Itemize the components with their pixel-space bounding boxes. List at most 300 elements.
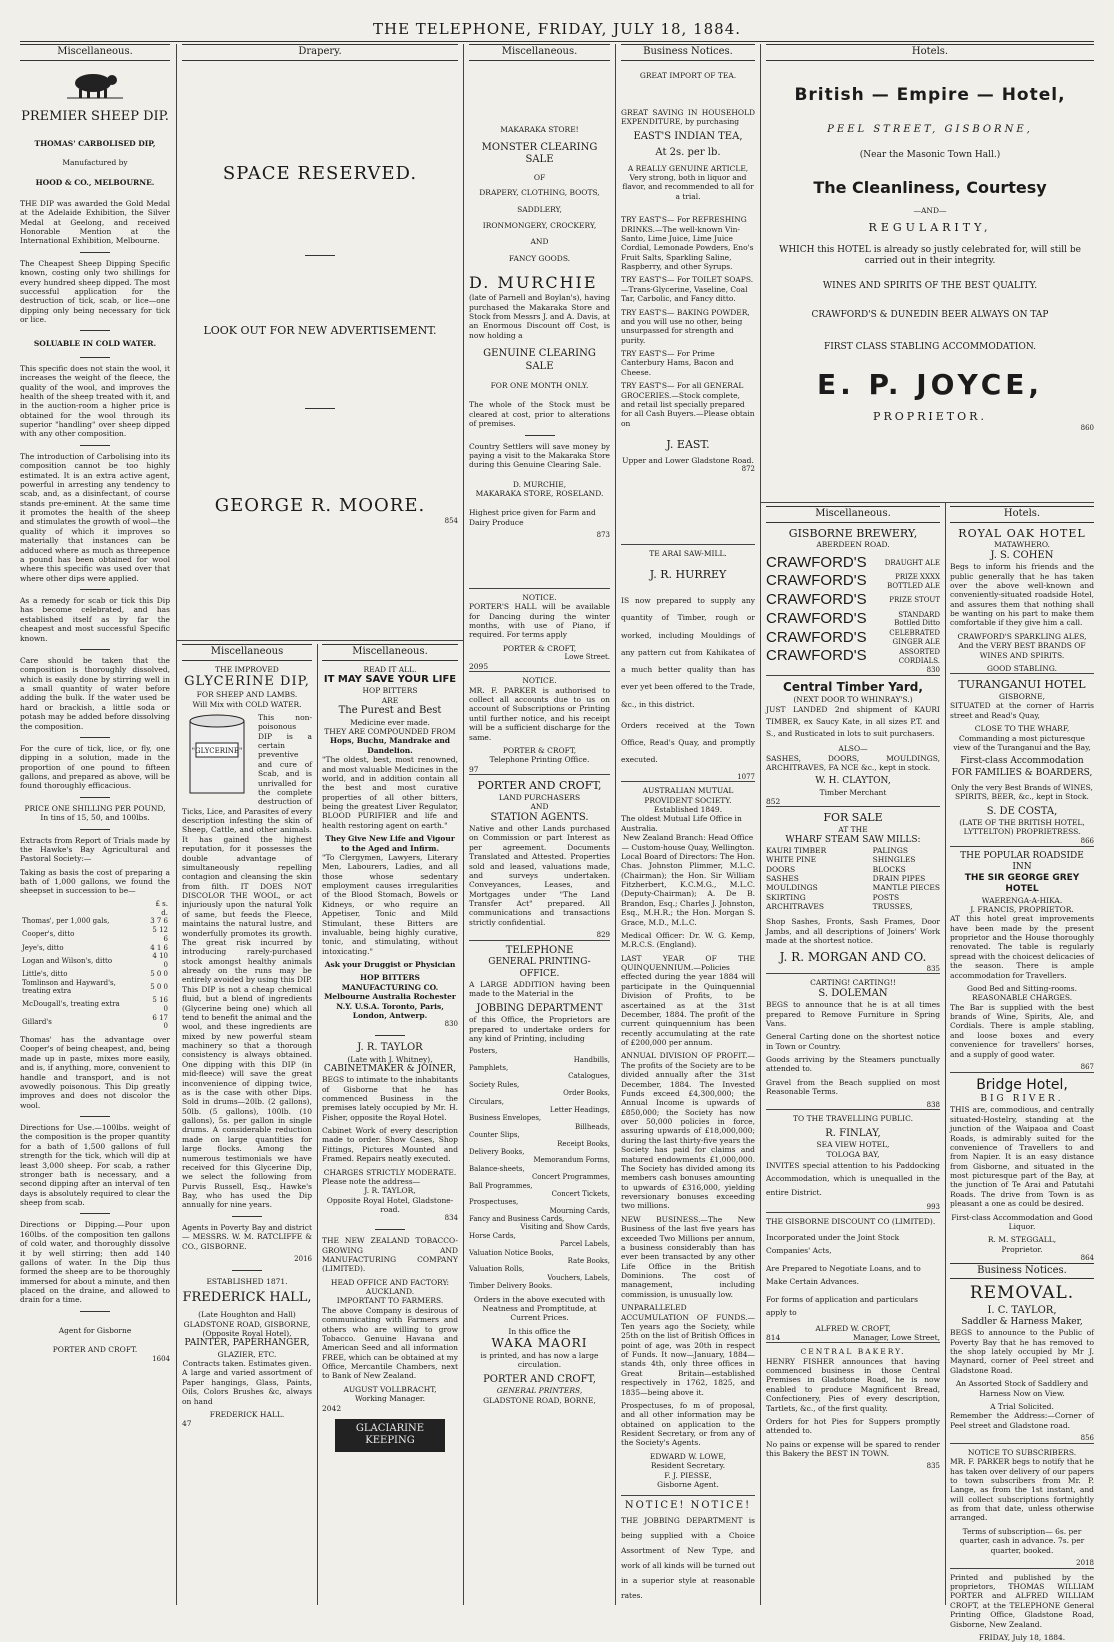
table-row <box>20 926 170 944</box>
ad-text: ESTABLISHED 1871. <box>206 1276 288 1286</box>
ad-text: The oldest Mutual Life Office in Australia. <box>621 814 742 833</box>
ad-text: HEAD OFFICE AND FACTORY: AUCKLAND. <box>330 1277 450 1296</box>
ad-paragraph: THIS are, commodious, and centrally situated-Hostelry, standing at the junction of the Waipaoa and Coast Roads, is admirably suited for the convenience of Travellers to and from Napier. It is an easy distance from Gisborne, and situated in the most picturesque part of the Bay, at the junction of Te Arai and Patutahi Roads. The drive from Town is as pleasant a one as could be desired. <box>950 1105 1094 1209</box>
stock-item: BLOCKS <box>872 864 906 874</box>
ad-title: TELEPHONE <box>469 940 610 958</box>
divider <box>525 435 555 436</box>
ad-text: J. R. TAYLOR, <box>364 1186 416 1196</box>
ad-text: Proprietor. <box>1001 1244 1043 1254</box>
ad-paragraph: AT this hotel great improvements have been made by the present proprietor and the House thoroughly renovated. The table is regularly spread with the choicest delicacies of the season. There is ample accommodation for Travellers. <box>950 914 1094 980</box>
ad-text: The Purest and Best <box>338 705 442 717</box>
ad-text: PEEL STREET, GISBORNE, <box>827 123 1033 135</box>
ad-text: IMPORTANT TO FARMERS. <box>336 1296 444 1306</box>
ad-text: (Late with J. Whitney), <box>347 1054 433 1064</box>
list-item: Handbills, <box>573 1055 610 1064</box>
ad-text: PORTER & CROFT, <box>502 745 577 755</box>
ad-number: 97 <box>469 764 479 774</box>
stock-item: DRAIN PIPES <box>872 873 926 883</box>
column-2-drapery <box>182 44 458 639</box>
ad-paragraph: Country Settlers will save money by paying a visit to the Makaraka Store during this Genuine Clearing Sale. <box>469 441 610 470</box>
ad-paragraph: THE JOBBING DEPARTMENT is being supplied with a Choice Assortment of New Type, and work of all kinds will be turned out in a superior style at reasonable rates. <box>621 1515 755 1600</box>
ad-title: S. DOLEMAN <box>818 987 888 999</box>
ad-number: 1604 <box>152 1354 170 1363</box>
ad-title: EAST'S INDIAN TEA, <box>633 130 743 142</box>
divider <box>305 408 335 409</box>
table-header: £ s. d. <box>155 899 168 917</box>
brand-name: CRAWFORD'S <box>766 609 867 627</box>
ad-paragraph: TRY EAST'S— BAKING POWDER, and you will use no other, being unsurpassed for strength and purity. <box>621 307 750 345</box>
ad-paragraph: MR. F. PARKER is authorised to collect all accounts due to us on account of Subscriptions or Printing until further notice, and his receipt will be a sufficient discharge for the same. <box>469 685 610 742</box>
ad-paragraph: BEGS to intimate to the inhabitants of Gisborne that he has commenced Business in the premises lately occupied by Mr. H. Fisher, opposite the Royal Hotel. <box>322 1075 458 1122</box>
ad-paragraph: Native and other Lands purchased on Commission or part Interest as per agreement. Documents Translated and Attested. Properties sold and leased, valuations made, and surveys undertaken. Conveyances, Leases, and Mortgages under "The Land Transfer Act" prepared. All communications and transactions strictly confidential. <box>469 824 610 927</box>
ad-text: A REALLY GENUINE ARTICLE, <box>627 163 749 173</box>
ad-text: (Opposite Royal Hotel), <box>202 1329 292 1338</box>
ad-text: CHARGES STRICTLY MODERATE. <box>323 1167 457 1177</box>
ad-title: MONSTER CLEARING SALE <box>481 141 598 166</box>
stock-item: ARCHITRAVES <box>766 902 825 911</box>
brand-name: CRAWFORD'S <box>766 628 867 646</box>
ad-text: REGULARITY, <box>868 220 992 234</box>
list-item: Mourning Cards, <box>549 1206 610 1215</box>
agent-line: Agent for Gisborne <box>58 1325 132 1335</box>
ad-number: 1077 <box>737 772 755 781</box>
stock-item: SASHES <box>766 873 799 883</box>
ad-text: THEY ARE COMPOUNDED FROM <box>324 727 456 736</box>
ad-text: LAND PURCHASERS <box>498 792 581 802</box>
ad-text: HOP BITTERS <box>362 686 418 696</box>
ad-title: NOTICE TO SUBSCRIBERS. <box>950 1443 1094 1457</box>
product-name: PRIZE STOUT <box>889 596 940 605</box>
wharf-stock-list <box>766 846 940 912</box>
table-cell: McDougall's, treating extra <box>22 1000 120 1009</box>
table-row <box>20 944 170 953</box>
ad-paragraph: LAST YEAR OF THE QUINQUENNIUM.—Policies effected during the year 1884 will participate in the Quinquennial Division of Profits, to be ascertained as at the 31st December, 1884. The profit of the current quinquennium has been recently accumulating at the rate of £200,000 per annum. <box>621 953 755 1047</box>
ad-text: ALFRED W. CROFT, <box>815 1323 891 1333</box>
column-rule <box>176 44 177 1605</box>
stock-item: SHINGLES <box>872 855 916 865</box>
section-head: Miscellaneous. <box>322 644 458 661</box>
ad-subhead: SOLUABLE IN COLD WATER. <box>33 339 157 349</box>
ad-paragraph: SASHES, DOORS, MOULDINGS, ARCHITRAVES, FA NCE &c., kept in stock. <box>766 753 940 772</box>
ad-paragraph: JUST LANDED 2nd shipment of KAURI TIMBER, ex Saucy Kate, in all sizes P.T. and S., and Rusticated in lots to suit purchasers. <box>766 705 940 739</box>
ad-text: ALSO— <box>838 744 868 754</box>
ad-number: 2018 <box>1076 1558 1094 1567</box>
stock-item: POSTS <box>872 892 900 902</box>
list-item: Counter Slips, <box>469 1131 520 1140</box>
section-head: Business Notices. <box>621 44 755 61</box>
ad-title: PORTER AND CROFT, <box>483 1373 596 1385</box>
stock-item: PALINGS <box>872 845 909 855</box>
ad-paragraph: As a remedy for scab or tick this Dip has become celebrated, and has established itself as by far the cheapest and most successful Specific known. <box>20 596 170 643</box>
section-rule <box>176 640 463 641</box>
ad-text: READ IT ALL. <box>363 664 417 674</box>
ad-paragraph: ANNUAL DIVISION OF PROFIT.—The profits of the Society are to be divided annually after the 31st December, 1884. The Invested Funds exceed £4,300,000; the Annual Income is upwards of £850,000; the Society has now over 50,000 policies in force, assuring upwards of £18,000,000; during the last thirty-five years the Society has paid for claims and matured endowments £1,000,000. The Society has divided among its members cash bonuses amounting to upwards of £316,000, yielding reversionary bonuses exceeding two millions. <box>621 1051 755 1211</box>
ad-paragraph: For the cure of tick, lice, or fly, one dipping in a solution, made in the proportion of one pound to fifteen gallons, and prepared as above, will be found thoroughly efficacious. <box>20 743 170 791</box>
ad-paragraph: First-class Accommodation and Good Liquor. <box>951 1212 1093 1231</box>
stock-item: MOULDINGS <box>766 883 818 893</box>
column-2a <box>182 644 312 1604</box>
column-rule <box>463 44 464 1605</box>
ad-paragraph: Shop Sashes, Fronts, Sash Frames, Door Jambs, and all descriptions of Joiners' Work made at the shortest notice. <box>766 917 940 946</box>
ad-title: IT MAY SAVE YOUR LIFE <box>323 673 457 685</box>
ad-paragraph: Incorporated under the Joint Stock Companies' Acts, <box>766 1232 900 1255</box>
hotel-name: Bridge Hotel, <box>950 1072 1094 1095</box>
ad-text: HOOD & CO., MELBOURNE. <box>35 177 155 187</box>
stock-list-right <box>873 846 940 912</box>
list-item: Balance-sheets, <box>469 1164 525 1173</box>
section-rule <box>760 502 1094 503</box>
hotel-name: TURANGANUI HOTEL <box>950 673 1094 692</box>
ad-number: 993 <box>926 1203 940 1212</box>
divider <box>80 252 110 253</box>
ad-title: GLYCERINE DIP, <box>184 673 310 689</box>
list-item: Business Envelopes, <box>469 1114 542 1123</box>
column-rule <box>945 503 946 1605</box>
ad-paragraph: Goods arriving by the Steamers punctually attended to. <box>766 1055 940 1074</box>
ad-number: 814 <box>766 1332 781 1342</box>
divider <box>80 330 110 331</box>
ad-title: D. MURCHIE <box>469 273 598 293</box>
ad-paragraph: The above Company is desirous of communicating with Farmers and others who are willing to grow Tobacco. Genuine Havana and American Seed and all information FREE, which can be obtained at my Office, Mercantile Chambers, next to Bank of New Zealand. <box>322 1305 459 1381</box>
ad-text: BIG RIVER. <box>980 1094 1064 1105</box>
ad-paragraph: BEGS to announce to the Public of Poverty Bay that he has removed to the shop lately occupied by Mr J. Maynard, corner of Peel street and Gladstone Road. <box>950 1328 1094 1375</box>
ad-number: 852 <box>766 797 781 806</box>
ad-number: 830 <box>926 666 940 675</box>
ad-text: AND <box>530 237 549 247</box>
ad-paragraph: Orders in the above executed with Neatness and Promptitude, at Current Prices. <box>473 1294 606 1323</box>
ad-text: FREDERICK HALL. <box>209 1409 285 1419</box>
stock-list-left <box>766 846 826 912</box>
ad-paragraph: The introduction of Carbolising into its composition cannot be too highly estimated. It is an extra active agent, powerful in arresting any tendency to scab, and, as a disinfectant, of course stands pre-eminent. At the same time it promotes the health of the sheep and stimulates the growth of wool—the quality of which it improves so materially that instances can be adduced where as much as threepence a pound has been obtained for wool where this specific was used over that where other dips were applied. <box>20 451 170 583</box>
column-rule <box>615 44 616 1605</box>
ad-text: Contracts taken. Estimates given. <box>182 1359 312 1368</box>
divider <box>80 357 110 358</box>
ad-paragraph: Agents in Poverty Bay and district— MESSRS. W. M. RATCLIFFE & CO., GISBORNE. <box>182 1222 312 1251</box>
ad-title: The Cleanliness, Courtesy <box>813 177 1047 197</box>
ad-text: First-class Accommodation FOR FAMILIES & BOARDERS, <box>951 756 1093 778</box>
ad-paragraph: The Cheapest Sheep Dipping Specific known, costing only two shillings for every hundred sheep dipped. The most successful application for the destruction of tick, scab, or lice—one dipping only being necessary for tick or lice. <box>20 258 170 324</box>
imprint-date: FRIDAY, July 18, 1884. <box>978 1632 1066 1642</box>
ad-text: is printed, and has now a large circulation. <box>480 1351 599 1370</box>
list-item: Circulars, <box>469 1097 504 1106</box>
ad-text: GENERAL PRINTING-OFFICE. <box>488 957 591 979</box>
ad-title: PORTER AND CROFT, <box>469 774 610 793</box>
column-3 <box>469 44 610 1604</box>
ad-text: FIRST CLASS STABLING ACCOMMODATION. <box>823 341 1037 352</box>
ad-paragraph: Medical Officer: Dr. W. G. Kemp, M.R.C.S. (England). <box>621 930 755 950</box>
ad-text: Working Manager. <box>354 1394 426 1404</box>
table-row <box>20 1014 170 1032</box>
ad-text: Timber Merchant <box>819 787 887 797</box>
stock-item: MANTLE PIECES <box>872 883 940 893</box>
ad-paragraph: The whole of the Stock must be cleared at cost, prior to alterations of premises. <box>469 400 610 429</box>
ad-paragraph: Extracts from Report of Trials made by the Hawke's Bay Agricultural and Pastoral Society:— <box>20 835 170 864</box>
ad-title: J. S. COHEN <box>990 549 1054 561</box>
notice-head: NOTICE! NOTICE! <box>621 1495 755 1513</box>
ad-paragraph: of this Office, the Proprietors are prepared to undertake orders for any kind of Printing, including <box>469 1015 610 1043</box>
ad-title: S. DE COSTA, <box>986 805 1058 817</box>
ad-text: GLADSTONE ROAD, BORNE, <box>483 1395 596 1405</box>
stock-item: TRUSSES, <box>872 902 913 911</box>
product-name: PRIZE XXXX BOTTLED ALE <box>887 573 940 590</box>
table-cell: Little's, ditto <box>22 969 68 978</box>
notice-head: NOTICE. <box>469 671 610 685</box>
ad-text: STATION AGENTS. <box>490 811 589 823</box>
divider <box>375 1035 405 1036</box>
ad-title: JOBBING DEPARTMENT <box>476 1002 603 1014</box>
ad-text: GREAT IMPORT OF TEA. <box>639 70 737 80</box>
ad-text: GENERAL PRINTERS, <box>496 1386 583 1396</box>
divider <box>80 1311 110 1312</box>
ad-number: 838 <box>926 1100 940 1109</box>
ad-paragraph: A large and varied assortment of Paper hangings, Glass, Paints, Oils, Colors Brushes &c, always on hand <box>182 1368 312 1406</box>
list-item: Visiting and Show Cards, <box>520 1223 610 1232</box>
ad-paragraph: This specific does not stain the wool, it increases the weight of the fleece, the quality of the wool, and improves the health of the sheep treated with it, and in the auction-room a higher price is obtained for the wool through its superior "handling" over sheep dipped with any other composition. <box>20 363 170 439</box>
ad-number: 2095 <box>469 661 489 671</box>
ad-title: AUSTRALIAN MUTUAL PROVIDENT SOCIETY. <box>621 781 755 805</box>
ad-text: Hops, Buchu, Mandrake and Dandelion. <box>329 736 451 755</box>
ad-paragraph: WHICH this HOTEL is already so justly celebrated for, will still be carried out in their integrity. <box>779 244 1081 266</box>
stock-item: WHITE PINE <box>766 855 817 865</box>
divider <box>80 445 110 446</box>
table-cell: 5 0 0 <box>150 982 168 991</box>
ad-paragraph: Very strong, both in liquor and flavor, and recommended to all for a trial. <box>622 173 754 201</box>
divider <box>80 829 110 830</box>
list-item: Vouchers, Labels, <box>547 1273 610 1282</box>
ad-text: Manufactured by <box>62 158 128 168</box>
divider <box>80 589 110 590</box>
product-name: ASSORTED CORDIALS. <box>898 648 940 665</box>
table-cell: Tomlinson and Hayward's, treating extra <box>22 978 116 996</box>
ad-paragraph: Care should be taken that the composition is thoroughly dissolved, which is easily done by stirring well in a small quantity of water before adding the bulk. If the water used be hard or brackish, a little soda or potash may be added before dissolving the composition. <box>20 655 170 731</box>
ad-text: They Give New Life and Vigour to the Aged and Infirm. <box>325 834 455 853</box>
table-cell: Jeye's, ditto <box>22 943 64 952</box>
ad-text: ARE <box>381 695 399 705</box>
ad-text: PORTER & CROFT, <box>502 643 577 653</box>
dip-tin-icon <box>182 713 252 798</box>
table-cell: 5 16 0 <box>152 996 168 1013</box>
table-cell: 4 10 0 <box>152 952 168 969</box>
ad-paragraph: Begs to inform his friends and the public generally that he has taken over the above well-known and conveniently-situated roadside Hotel, and assures them that nothing shall be wanting on his part to make them comfortable if they give him a call. <box>950 562 1094 628</box>
ad-paragraph: PORTER'S HALL will be available for Dancing during the winter months, with use of Piano, if required. For terms apply <box>469 602 610 640</box>
column-4 <box>621 44 755 1604</box>
ad-text: Saddler & Harness Maker, <box>961 1317 1083 1327</box>
ad-paragraph: INVITES special attention to his Paddocking Accommodation, which is unequalled in the entire District. <box>766 1160 940 1197</box>
column-2b <box>322 644 458 1604</box>
ad-number: 830 <box>444 1020 458 1029</box>
ad-text: J. FRANCIS, PROPRIETOR. <box>970 904 1074 914</box>
ad-paragraph: Highest price given for Farm and Dairy Produce <box>469 508 596 527</box>
ad-text: FOR ONE MONTH ONLY. <box>490 381 589 390</box>
ad-text: Established 1849. <box>653 805 723 814</box>
printing-list <box>469 1047 610 1290</box>
ad-title: J. R. TAYLOR <box>357 1042 423 1053</box>
list-item: Valuation Notice Books, <box>469 1248 554 1257</box>
ad-text: (LATE OF THE BRITISH HOTEL, LYTTELTON) PROPRIETRESS. <box>959 818 1085 837</box>
table-cell: Logan and Wilson's, ditto <box>22 956 113 965</box>
list-item: Society Rules, <box>469 1080 520 1089</box>
divider <box>305 255 335 256</box>
ad-text: Lowe Street. <box>564 653 610 662</box>
ad-title: R. FINLAY, <box>825 1127 881 1139</box>
ad-text: AND <box>530 802 549 812</box>
price-line: PRICE ONE SHILLING PER POUND, <box>24 803 166 813</box>
ad-text: CRAWFORD'S & DUNEDIN BEER ALWAYS ON TAP <box>811 310 1049 321</box>
ad-text: In this office the <box>508 1326 571 1336</box>
ad-paragraph: SITUATED at the corner of Harris street and Read's Quay, <box>950 701 1094 720</box>
ad-title: REMOVAL. <box>969 1283 1075 1304</box>
ad-number: 864 <box>1080 1254 1094 1262</box>
ad-paragraph: TRY EAST'S— For TOILET SOAPS.—Trans-Glycerine, Vaseline, Coal Tar, Carbolic, and Fancy ditto. <box>621 275 754 304</box>
ad-paragraph: Prospectuses, fo m of proposal, and all other information may be obtained on application to the Resident Secretary, or from any of the Society's Agents. <box>621 1400 755 1448</box>
ad-text: THE POPULAR ROADSIDE INN <box>950 846 1094 874</box>
ad-text: Good Bed and Sitting-rooms. <box>967 983 1077 993</box>
ad-text: R. M. STEGGALL, <box>987 1235 1057 1245</box>
divider <box>232 1270 262 1271</box>
ad-text: GOOD STABLING. <box>987 663 1057 673</box>
ad-paragraph: "To Clergymen, Lawyers, Literary Men, Labourers, Ladies, and all those whose sedentary employment causes irregularities of the Blood Stomach, Bowels or Kidneys, or who require an Appetiser, Tonic and Mild Stimulant, these Bitters are invaluable, being highly curative, tonic, and stimulating, without intoxicating." <box>322 852 458 956</box>
ad-text: D. MURCHIE, <box>512 479 567 489</box>
space-reserved: SPACE RESERVED. <box>222 162 418 184</box>
column-5-hotels <box>766 44 1094 499</box>
brand-name: CRAWFORD'S <box>766 553 867 571</box>
ad-text: Please note the address— <box>322 1176 421 1186</box>
imprint: Printed and published by the proprietors, THOMAS WILLIAM PORTER and ALFRED WILLIAM CROFT, at the TELEPHONE General Printing Office, Gladstone Road, Gisborne, New Zealand. <box>950 1568 1094 1629</box>
masthead: THE TELEPHONE, FRIDAY, JULY 18, 1884. <box>20 20 1094 42</box>
brewery-list <box>766 554 940 667</box>
list-item: Concert Tickets, <box>551 1189 610 1198</box>
ad-paragraph: UNPARALLELED ACCUMULATION OF FUNDS.—Ten years ago the Society, while 25th on the list of British Offices in point of age, was 20th in respect of Funds. It now—January, 1884—stands 4th, only three offices in Great Britain—established respectively in 1762, 1825, and 1835—being above it. <box>621 1303 755 1397</box>
ad-text: CLOSE TO THE WHARF, <box>974 724 1070 734</box>
brewery-row <box>766 591 940 610</box>
ad-text: MAKARAKA STORE, ROSELAND. <box>475 489 604 498</box>
ad-text: (Late Houghton and Hall) <box>198 1310 296 1320</box>
list-item: Delivery Books, <box>469 1147 525 1156</box>
table-cell: Gillard's <box>22 1017 52 1026</box>
ad-paragraph: A LARGE ADDITION having been made to the Material in the <box>469 979 610 999</box>
ad-paragraph: Taking as basis the cost of preparing a bath of 1,000 gallons, we found the sheepset in succession to be— <box>20 867 170 896</box>
ad-paragraph: This non-poisonous DIP is a certain preventive and cure of Scab, and is unrivalled for the complete destruction of Ticks, Lice, and Parasites of every description infesting the skin of Sheep, Cattle, and other animals. It has gained the highest reputation, for it possesses the double advantage of simultaneously repelling contagion and cleansing the skin from filth. IT DOES NOT DISCOLOR THE WOOL, or act injuriously upon the natural Yolk of same, but feeds the Fleece, maintains the natural lustre, and wonderfully promotes its growth. The great risk incurred by introducing rarely-purchased stock amongst healthy animals already on the runs may be entirely avoided by using this DIP. This DIP is not a cheap chemical fluid, but a blend of ingredients (Glycerine being one) which all tend to benefit the animal and the wool, and these ingredients are mixed by new powerful steam machinery so that a thorough consistency is always obtained. One dipping with this DIP (in mid-fleece) will save the great inconvenience of dipping twice, as is the case with other Dips. Sold in drums—20lb. (2 gallons), 50lb. (5 gallons), 100lb. (10 gallons), 5s. per gallon in single drums. A considerable reduction made on large quantities for large flocks. Among the numerous testimonials we have received for this Glycerine Dip, we select the following from Purvis Russell, Esq., Hawke's Bay, who has used the Dip annually for nine years. <box>182 712 312 1210</box>
brewery-row <box>766 554 940 573</box>
list-item: Concert Programmes, <box>531 1173 610 1182</box>
ad-paragraph: IS now prepared to supply any quantity of Timber, rough or worked, including Mouldings of any pattern cut from Kahikatea of a much better quality than has ever yet been offered to the Trade, &c., in this district. <box>621 596 755 709</box>
ad-paragraph: THE NEW ZEALAND TOBACCO-GROWING AND MANUFACTURING COMPANY (LIMITED). <box>322 1236 458 1274</box>
ad-text: Gisborne Agent. <box>657 1479 719 1489</box>
divider <box>80 1213 110 1214</box>
price-line: In tins of 15, 50, and 100lbs. <box>40 813 150 823</box>
section-head: Business Notices. <box>950 1263 1094 1280</box>
ad-text: Telephone Printing Office. <box>489 755 590 765</box>
table-row <box>20 952 170 970</box>
list-item: Pamphlets, <box>469 1064 509 1073</box>
divider <box>375 1229 405 1230</box>
list-item: Prospectuses, <box>469 1198 519 1207</box>
ad-paragraph: Orders for hot Pies for Suppers promptly attended to. <box>766 1416 940 1436</box>
table-cell: Cooper's, ditto <box>22 930 75 939</box>
ad-text: FOR SHEEP AND LAMBS. <box>196 690 298 700</box>
ad-text: W. H. CLAYTON, <box>815 776 891 787</box>
ad-text: MATAWHERO. <box>994 540 1050 550</box>
ad-text: PAINTER, PAPERHANGER, <box>184 1338 310 1349</box>
stock-item: DOORS <box>766 864 796 874</box>
list-item: Posters, <box>469 1047 498 1056</box>
table-row <box>20 900 170 918</box>
section-head: Miscellaneous. <box>469 44 610 61</box>
divider <box>80 737 110 738</box>
ad-paragraph: Terms of subscription— 6s. per quarter, cash in advance. 7s. per quarter, booked. <box>959 1526 1085 1555</box>
ad-paragraph: Orders received at the Town Office, Read's Quay, and promptly executed. <box>621 720 755 765</box>
ad-text: SADDLERY, <box>517 204 562 214</box>
ad-text: DRAPERY, CLOTHING, BOOTS, <box>479 188 600 198</box>
ad-paragraph: TRY EAST'S— For REFRESHING DRINKS.—The well-known Vin-Santo, Lime Juice, Lime Juice Cordial, Lemonade Powders, Eno's Fruit Salts, Sparkling Saline, Raspberry, and other Syrups. <box>621 215 754 271</box>
ad-number: 867 <box>1080 1062 1094 1071</box>
section-head: Hotels. <box>950 506 1094 523</box>
ad-title: FREDERICK HALL, <box>182 1290 312 1305</box>
ad-title: TO THE TRAVELLING PUBLIC. <box>766 1109 940 1123</box>
ad-subtitle: THOMAS' CARBOLISED DIP, <box>34 138 156 148</box>
ad-number: 2016 <box>294 1254 312 1263</box>
agent-name: PORTER AND CROFT. <box>52 1345 138 1355</box>
ad-title: TE ARAI SAW-MILL. <box>621 544 755 558</box>
section-head: Miscellaneous <box>182 644 312 661</box>
ad-text: HOP BITTERS MANUFACTURING CO. Melbourne Australia Rochester N.Y. U.S.A. Toronto, Paris, London, Antwerp. <box>324 973 456 1020</box>
ad-paragraph: THE DIP was awarded the Gold Medal at the Adelaide Exhibition, the Silver Medal at Geelong, and received Honorable Mention at the International Exhibition, Melbourne. <box>20 198 170 246</box>
lookout-line: LOOK OUT FOR NEW ADVERTISEMENT. <box>203 324 437 337</box>
ad-title: J. R. HURREY <box>649 568 727 582</box>
list-item: Horse Cards, <box>469 1231 516 1240</box>
list-item: Billheads, <box>575 1122 610 1131</box>
proprietor-name: E. P. JOYCE, <box>816 367 1044 401</box>
divider <box>232 1216 262 1217</box>
table-cell: 4 1 6 <box>150 943 168 952</box>
brand-name: CRAWFORD'S <box>766 572 867 590</box>
list-item: Receipt Books, <box>557 1139 610 1148</box>
ad-text: FANCY GOODS. <box>508 253 571 263</box>
brewery-row <box>766 647 940 666</box>
ad-text: GISBORNE, <box>999 692 1045 701</box>
ad-text: WINES AND SPIRITS OF THE BEST QUALITY. <box>822 281 1038 292</box>
table-row <box>20 979 170 997</box>
ad-text: (NEXT DOOR TO WHINRAY'S.) <box>793 694 913 704</box>
table-row <box>20 917 170 926</box>
ad-number: 866 <box>1080 836 1094 845</box>
ad-paragraph: For forms of application and particulars apply to <box>766 1294 918 1317</box>
section-head: Drapery. <box>182 44 458 61</box>
ad-paragraph: TRY EAST'S— For Prime Canterbury Hams, Bacon and Cheese. <box>621 349 734 377</box>
column-1 <box>20 44 170 1604</box>
ad-title: Central Timber Yard, <box>766 675 940 695</box>
hotel-name: British — Empire — Hotel, <box>794 84 1066 105</box>
ad-title: J. R. MORGAN AND CO. <box>779 949 927 964</box>
ad-title: WAKA MAORI <box>491 1336 588 1351</box>
ad-paragraph: Local Board of Directors: The Hon. Chas. Johnston Plimmer, M.L.C. (Chairman); the Hon. Sir William Fitzherbert, K.C.M.G., M.L.C. (Deputy-Chairman); A. De B. Brandon, Esq.; Charles J. Johnston, Esq., M.H.R.; the Hon. Morgan S. Grace, M.D., M.L.C. <box>621 851 755 927</box>
list-item: Order Books, <box>563 1089 610 1098</box>
list-item: Timber Delivery Books. <box>469 1282 553 1291</box>
table-cell: Thomas', per 1,000 gals, <box>22 917 110 926</box>
ad-paragraph: MR. F. PARKER begs to notify that he has taken over delivery of our papers to town subscribers from Mr. P. Lange, as from the 1st instant, and will collect subscriptions fortnightly as from that date, unless otherwise arranged. <box>950 1457 1094 1523</box>
ad-title: GISBORNE BREWERY, <box>788 526 918 540</box>
ad-text: CABINETMAKER & JOINER, <box>323 1063 457 1074</box>
ad-title: FOR SALE <box>766 806 940 825</box>
ad-text: MAKARAKA STORE! <box>500 124 579 134</box>
cost-table <box>20 900 170 1031</box>
ad-text: THE IMPROVED <box>215 664 279 674</box>
ad-text: AT THE <box>838 825 868 835</box>
list-item: Catalogues, <box>568 1072 610 1081</box>
column-5b <box>950 506 1094 1642</box>
hotel-name: ROYAL OAK HOTEL <box>958 526 1086 540</box>
ad-title: I. C. TAYLOR, <box>987 1304 1057 1316</box>
